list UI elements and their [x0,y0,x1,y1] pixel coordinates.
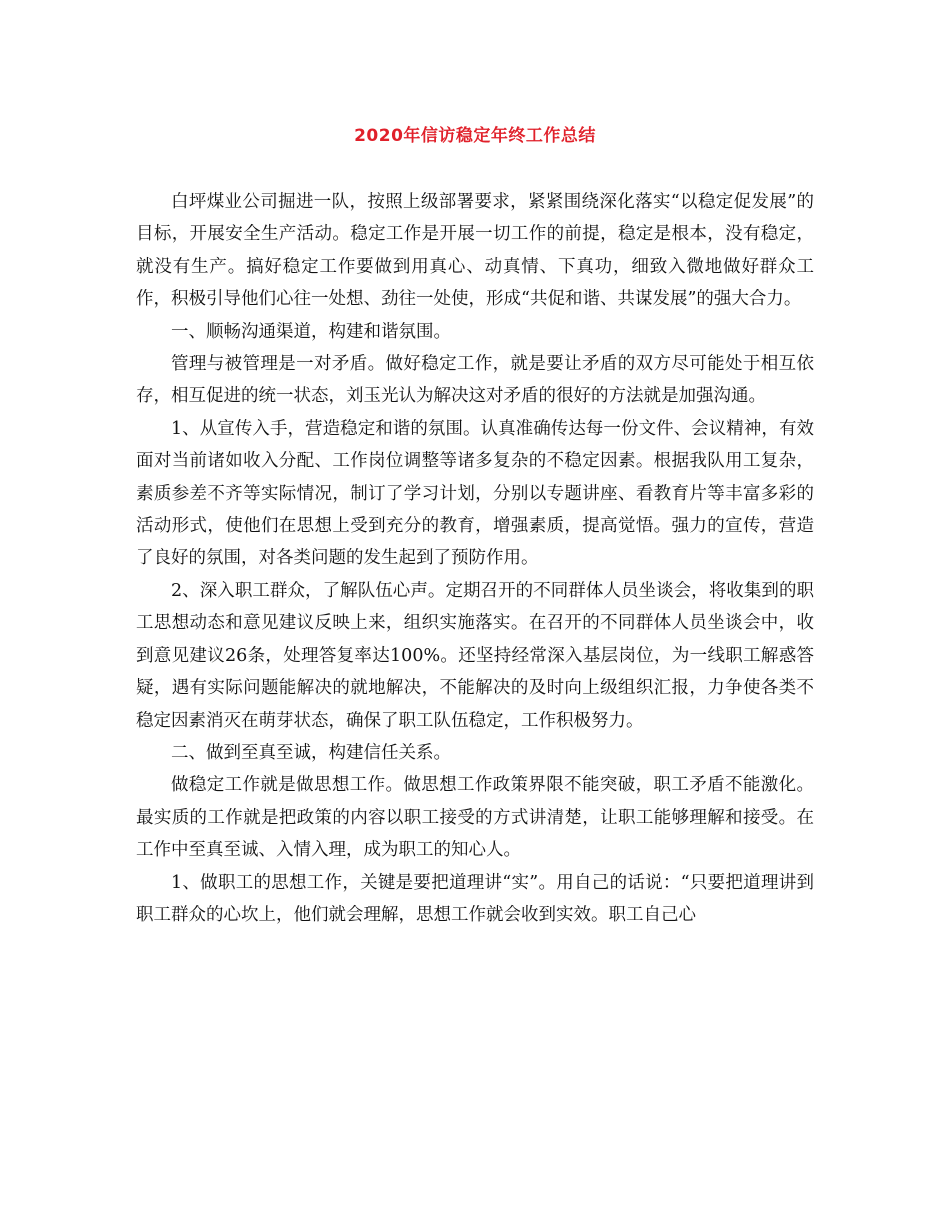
paragraph-section-1-item-1: 1、从宣传入手，营造稳定和谐的氛围。认真准确传达每一份文件、会议精神，有效面对当前诸如收入分配、工作岗位调整等诸多复杂的不稳定因素。根据我队用工复杂，素质参差不齐等实际情况，制订了学习计划，分别以专题讲座、看教育片等丰富多彩的活动形式，使他们在思想上受到充分的教育，增强素质，提高觉悟。强力的宣传，营造了良好的氛围，对各类问题的发生起到了预防作用。 [136,418,814,569]
section-heading-1: 一、顺畅沟通渠道，构建和谐氛围。 [171,321,451,342]
paragraph-section-1-item-2: 2、深入职工群众，了解队伍心声。定期召开的不同群体人员坐谈会，将收集到的职工思想动态和意见建议反映上来，组织实施落实。在召开的不同群体人员坐谈会中，收到意见建议26条，处理答复率达100%。还坚持经常深入基层岗位，为一线职工解惑答疑，遇有实际问题能解决的就地解决，不能解决的及时向上级组织汇报，力争使各类不稳定因素消灭在萌芽状态，确保了职工队伍稳定，工作积极努力。 [136,580,814,731]
paragraph-section-2-intro: 做稳定工作就是做思想工作。做思想工作政策界限不能突破，职工矛盾不能激化。最实质的工作就是把政策的内容以职工接受的方式讲清楚，让职工能够理解和接受。在工作中至真至诚、入情入理，成为职工的知心人。 [136,775,814,861]
document-title: 2020年信访稳定年终工作总结 [354,126,596,146]
section-heading-2: 二、做到至真至诚，构建信任关系。 [171,742,451,763]
document-body [136,186,814,931]
paragraph-section-1-intro: 管理与被管理是一对矛盾。做好稳定工作，就是要让矛盾的双方尽可能处于相互依存，相互促进的统一状态，刘玉光认为解决这对矛盾的很好的方法就是加强沟通。 [136,354,814,407]
paragraph-intro: 白坪煤业公司掘进一队，按照上级部署要求，紧紧围绕深化落实“以稳定促发展”的目标，开展安全生产活动。稳定工作是开展一切工作的前提，稳定是根本，没有稳定，就没有生产。搞好稳定工作要做到用真心、动真情、下真功，细致入微地做好群众工作，积极引导他们心往一处想、劲往一处使，形成“共促和谐、共谋发展”的强大合力。 [136,192,814,310]
paragraph-section-2-item-1: 1、做职工的思想工作，关键是要把道理讲“实”。用自己的话说：“只要把道理讲到职工群众的心坎上，他们就会理解，思想工作就会收到实效。职工自己心 [136,872,814,925]
